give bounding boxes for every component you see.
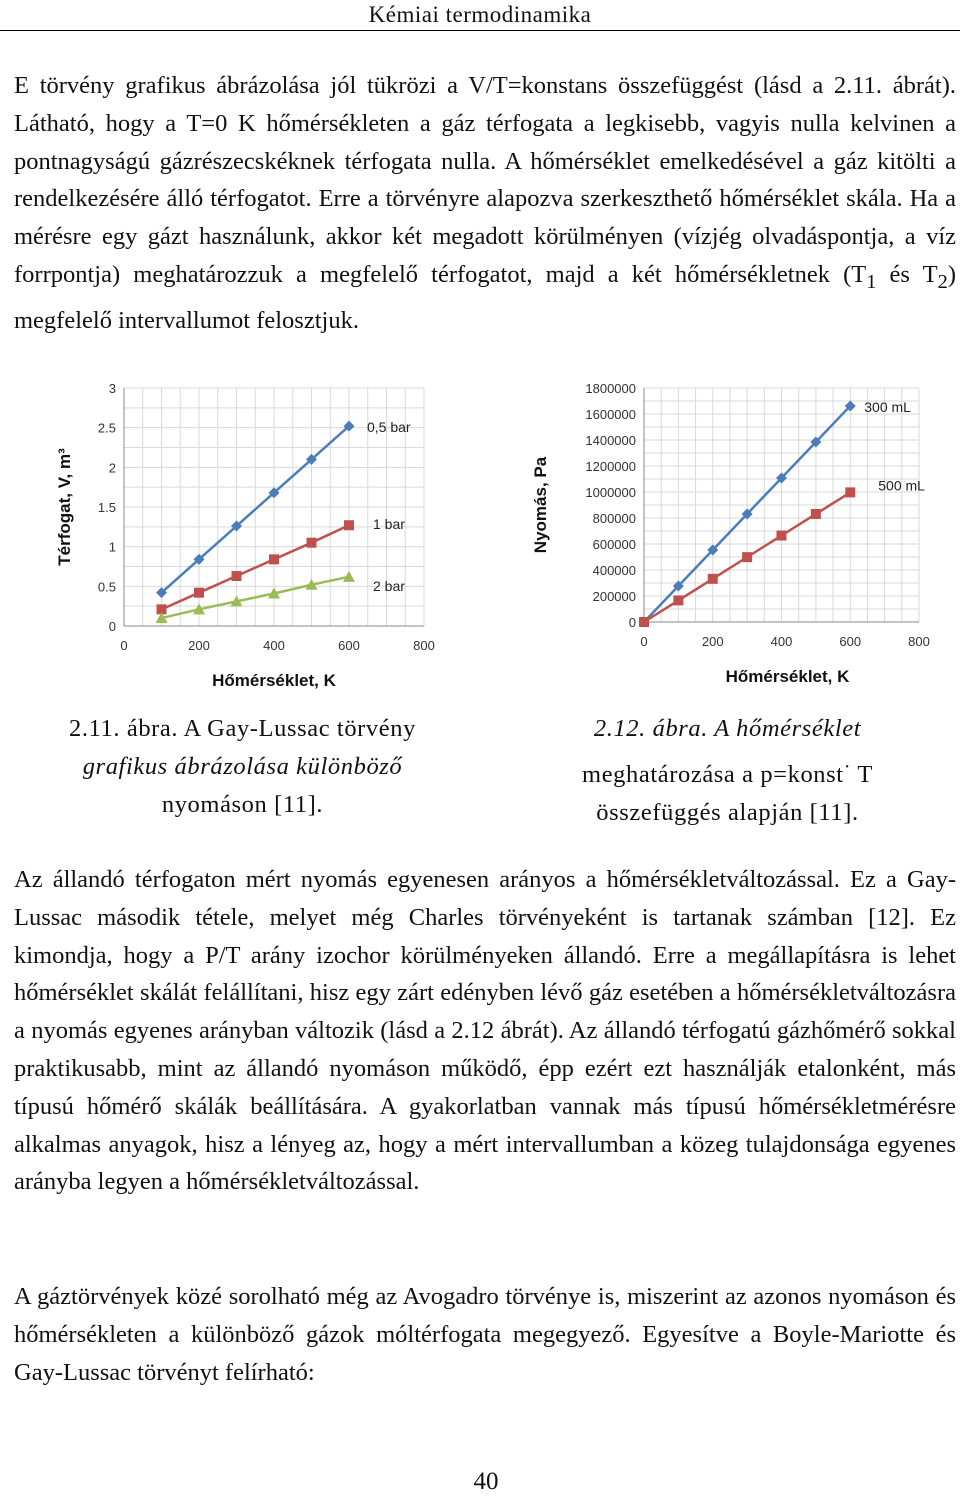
figure-2-12-title: A hőmérséklet	[708, 715, 862, 742]
figure-2-12-number: 2.12. ábra.	[593, 715, 709, 742]
paragraph-gay-lussac-second: Az állandó térfogaton mért nyomás egyenesen arányos a hőmérsékletváltozással. Ez a Gay-Lussac második tétele, melyet még Charles törvényeként is tartanak számban [12]. Ez kimondja, hogy a P/T arány izochor körülményeken állandó. Erre a megállapításra is lehet hőmérséklet skálát felállítani, hisz egy zárt edényben lévő gáz esetében a hőmérsékletváltozásra a nyomás egyenes arányban változik (lásd a 2.12 ábrát). Az állandó térfogatú gázhőmérő sokkal praktikusabb, mint az állandó nyomáson működő, épp ezért ezt használják etalonként, más típusú hőmérő skálák beállítására. A gyakorlatban vannak más típusú hőmérsékletmérésre alkalmas anyagok, hisz a lényeg az, hogy a mért intervallumban a közeg tulajdonsága egyenes arányba legyen a hőmérsékletváltozással.	[14, 866, 956, 1196]
x-tick-label: 200	[701, 634, 724, 649]
series-label: 0,5 bar	[367, 419, 411, 436]
y-tick-label: 0	[108, 619, 116, 634]
x-tick-label: 200	[188, 638, 210, 653]
figure-2-12-caption-line2: meghatározása a p=konst	[582, 761, 844, 789]
series-label: 1 bar	[373, 516, 405, 533]
data-point-square	[811, 509, 821, 519]
figure-2-12-caption-line3: összefüggés alapján [11].	[596, 799, 859, 827]
data-point-square	[777, 531, 787, 541]
y-tick-label: 1	[108, 539, 116, 555]
figure-2-11-title: A Gay-Lussac törvény	[178, 715, 416, 742]
figure-2-11-caption-line2: grafikus ábrázolása különböző	[82, 753, 403, 780]
x-tick-label: 0	[120, 638, 128, 653]
y-tick-label: 1200000	[585, 459, 636, 474]
series-label: 500 mL	[878, 477, 925, 494]
subscript-1: 1	[866, 270, 877, 293]
page-header	[0, 0, 960, 31]
series-label: 2 bar	[373, 577, 405, 594]
data-point-square	[269, 554, 279, 564]
paragraph-intro	[14, 67, 956, 339]
y-tick-label: 0.5	[97, 579, 116, 595]
data-point-square	[845, 487, 855, 497]
series-label: 300 mL	[864, 398, 911, 415]
data-point-square	[639, 617, 649, 627]
data-point-square	[673, 595, 683, 605]
x-axis-label: Hőmérséklet, K	[212, 671, 336, 690]
figure-2-11-number: 2.11. ábra.	[69, 715, 179, 742]
y-axis-label: Térfogat, V, m³	[55, 448, 74, 566]
y-tick-label: 1400000	[585, 433, 636, 448]
data-point-square	[742, 552, 752, 562]
paragraph-intro-text-2: és T	[876, 260, 938, 288]
y-tick-label: 2	[108, 460, 116, 476]
figure-2-12-caption	[535, 710, 920, 832]
figure-2-11-caption-line3: nyomáson [11].	[161, 791, 324, 818]
y-axis-label: Nyomás, Pa	[531, 456, 550, 554]
x-tick-label: 600	[338, 638, 360, 653]
running-title: Kémiai termodinamika	[368, 2, 592, 27]
y-tick-label: 2.5	[97, 420, 116, 436]
figure-2-11-chart	[40, 372, 460, 702]
x-tick-label: 800	[413, 638, 435, 653]
y-tick-label: 1600000	[585, 407, 636, 422]
x-tick-label: 400	[263, 638, 285, 653]
x-tick-label: 0	[640, 634, 648, 649]
x-tick-label: 800	[908, 634, 930, 649]
x-tick-label: 600	[839, 634, 862, 649]
data-point-square	[708, 574, 718, 584]
page-number: 40	[473, 1468, 499, 1495]
data-point-square	[344, 520, 354, 530]
data-point-square	[232, 571, 242, 581]
subscript-2: 2	[937, 270, 948, 293]
y-tick-label: 1800000	[585, 381, 636, 396]
figure-2-11-caption	[30, 710, 455, 824]
y-tick-label: 800000	[592, 511, 636, 526]
y-tick-label: 400000	[592, 563, 636, 578]
data-point-square	[194, 588, 204, 598]
x-axis-label: Hőmérséklet, K	[725, 667, 850, 686]
y-tick-label: 3	[108, 381, 116, 396]
y-tick-label: 200000	[592, 589, 636, 604]
paragraph-intro-text: E törvény grafikus ábrázolása jól tükrözi a V/T=konstans összefüggést (lásd a 2.11. ábrát). Látható, hogy a T=0 K hőmérsékleten a gáz térfogata a legkisebb, vagyis nulla kelvinen a pontnagyságú gázrészecskéknek térfogata nulla. A hőmérséklet emelkedésével a gáz kitölti a rendelkezésére álló térfogatot. Erre a törvényre alapozva szerkeszthető hőmérséklet skála. Ha a mérésre egy gázt használunk, akkor két megadott körülményen (vízjég olvadáspontja, a víz forrpontja) meghatározzuk a megfelelő térfogatot, majd a két hőmérsékletnek (T	[14, 72, 956, 288]
y-tick-label: 1.5	[97, 500, 116, 515]
paragraph-intro-text-3: ) megfelelő intervallumot felosztjuk.	[14, 260, 957, 334]
y-tick-label: 0	[628, 615, 636, 630]
x-tick-label: 400	[770, 634, 793, 649]
figure-2-12-caption-line2-end: T	[851, 761, 873, 789]
figure-2-12-chart	[510, 372, 960, 692]
multiplication-dot: ·	[843, 756, 852, 778]
y-tick-label: 600000	[592, 537, 636, 552]
data-point-square	[307, 538, 317, 548]
paragraph-avogadro: A gáztörvények közé sorolható még az Avogadro törvénye is, miszerint az azonos nyomáson és hőmérsékleten a különböző gázok móltérfogata megegyező. Egyesítve a Boyle-Mariotte és Gay-Lussac törvényt felírható:	[14, 1283, 956, 1386]
y-tick-label: 1000000	[585, 485, 636, 500]
